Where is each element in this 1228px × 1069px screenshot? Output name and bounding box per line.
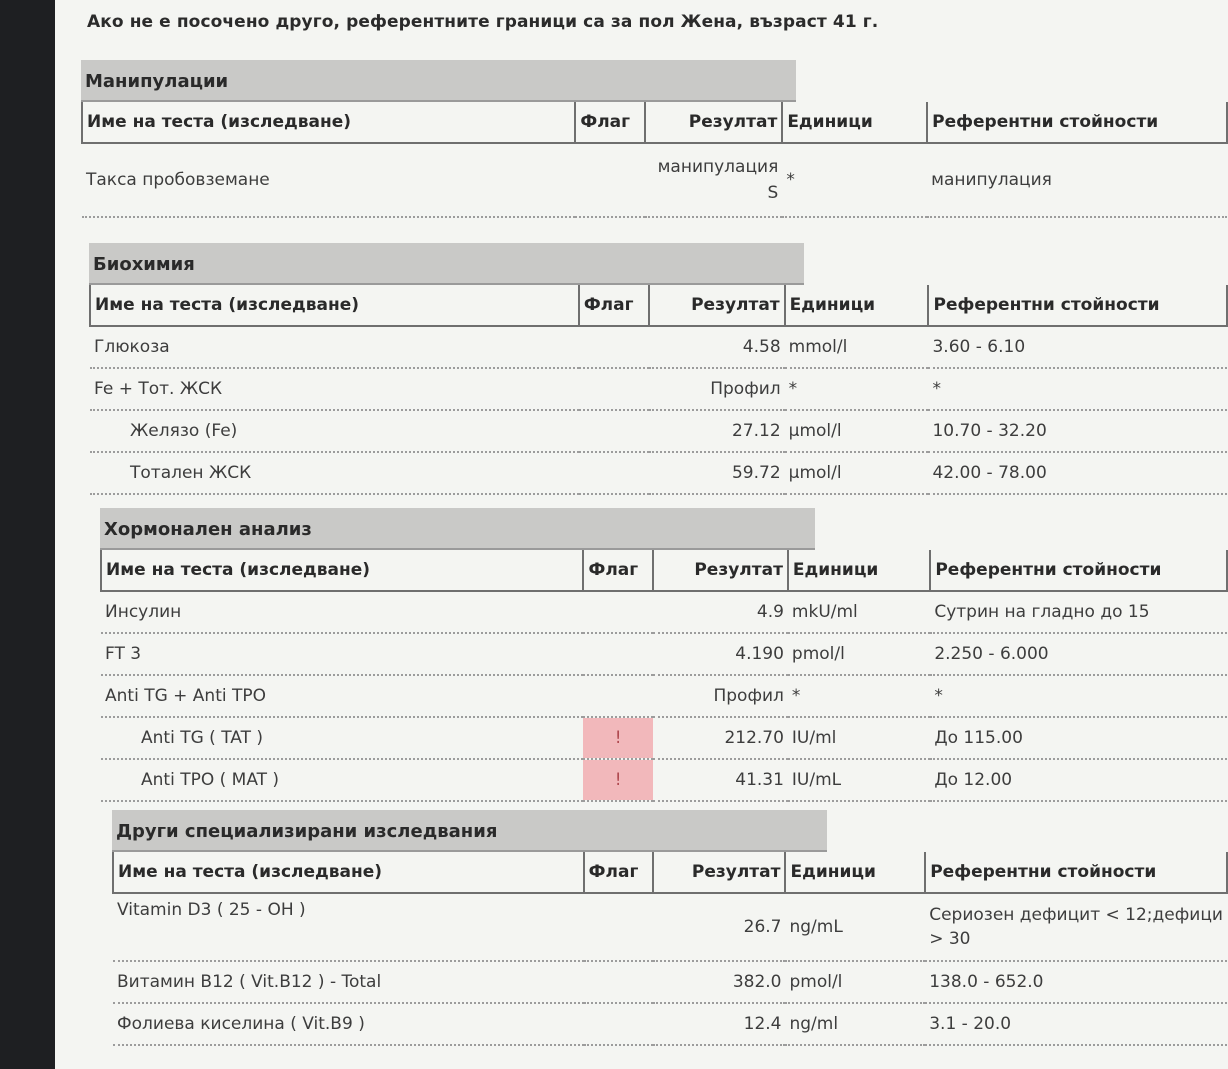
col-header-flag: Флаг [583,550,652,591]
test-result: 27.12 [649,410,785,452]
test-units: µmol/l [785,410,929,452]
table-header-row [101,550,1227,591]
test-name: FT 3 [101,633,583,675]
table-row [82,143,1227,217]
test-units: pmol/l [788,633,930,675]
test-result: 4.190 [653,633,788,675]
section-hormonal [100,508,1228,802]
test-flag [583,591,652,633]
col-header-reference: Референтни стойности [928,285,1227,326]
results-table [81,102,1228,218]
test-result: 212.70 [653,717,788,759]
section-manipulations [81,60,1228,218]
col-header-name: Име на теста (изследване) [101,550,583,591]
test-flag [579,410,649,452]
table-row [113,961,1227,1003]
col-header-units: Единици [785,285,929,326]
test-reference: 10.70 - 32.20 [928,410,1227,452]
test-flag [579,368,649,410]
test-flag [575,143,645,217]
test-reference: 3.60 - 6.10 [928,326,1227,368]
col-header-name: Име на теста (изследване) [90,285,579,326]
test-reference: До 12.00 [930,759,1227,801]
section-biochemistry [89,243,1228,495]
test-name: Fe + Тот. ЖСК [90,368,579,410]
test-units: IU/mL [788,759,930,801]
test-result: 41.31 [653,759,788,801]
test-units: * [782,143,927,217]
table-row [101,717,1227,759]
table-row [101,675,1227,717]
test-flag [584,893,653,961]
test-flag [579,326,649,368]
test-name: Тотален ЖСК [90,452,579,494]
high-flag-marker: ! [583,759,652,801]
test-name: Фолиева киселина ( Vit.B9 ) [113,1003,584,1045]
test-name: Желязо (Fe) [90,410,579,452]
col-header-reference: Референтни стойности [927,102,1227,143]
test-flag [584,1003,653,1045]
results-table [89,285,1228,495]
table-row [90,326,1227,368]
col-header-units: Единици [788,550,930,591]
table-row [101,633,1227,675]
results-table [112,852,1228,1046]
test-name: Глюкоза [90,326,579,368]
col-header-flag: Флаг [579,285,649,326]
table-row [90,410,1227,452]
section-title: Хормонален анализ [100,508,815,550]
test-flag [583,675,652,717]
test-units: µmol/l [785,452,929,494]
table-row [90,452,1227,494]
test-reference: Сутрин на гладно до 15 [930,591,1227,633]
test-reference [925,893,1227,961]
table-row [113,1003,1227,1045]
test-name: Такса пробовземане [82,143,575,217]
col-header-reference: Референтни стойности [925,852,1227,893]
test-units: mmol/l [785,326,929,368]
test-name: Vitamin D3 ( 25 - OH ) [113,893,584,961]
col-header-result: Резултат [653,550,788,591]
test-reference: 3.1 - 20.0 [925,1003,1227,1045]
test-reference: До 115.00 [930,717,1227,759]
test-reference: * [930,675,1227,717]
test-units: pmol/l [785,961,925,1003]
test-result: Профил [649,368,785,410]
table-row [101,759,1227,801]
col-header-result: Резултат [653,852,786,893]
test-name: Anti TG + Anti TPO [101,675,583,717]
col-header-name: Име на теста (изследване) [113,852,584,893]
test-units: ng/mL [785,893,925,961]
result-line-1: манипулация [657,157,779,177]
section-other-specialized [112,810,1228,1046]
test-units: ng/ml [785,1003,925,1045]
col-header-units: Единици [782,102,927,143]
test-name: Anti TG ( TAT ) [101,717,583,759]
reference-line-2: > 30 [929,929,971,949]
table-row [113,893,1227,961]
test-name: Витамин B12 ( Vit.B12 ) - Total [113,961,584,1003]
test-reference: 138.0 - 652.0 [925,961,1227,1003]
test-flag [579,452,649,494]
test-name: Anti TPO ( MAT ) [101,759,583,801]
test-result: 59.72 [649,452,785,494]
col-header-name: Име на теста (изследване) [82,102,575,143]
table-header-row [113,852,1227,893]
test-result: Профил [653,675,788,717]
col-header-flag: Флаг [575,102,645,143]
test-result: 4.58 [649,326,785,368]
col-header-result: Резултат [645,102,782,143]
test-units: mkU/ml [788,591,930,633]
section-title: Манипулации [81,60,796,102]
result-line-2: S [767,183,779,203]
test-units: IU/ml [788,717,930,759]
section-title: Биохимия [89,243,804,285]
test-result [645,143,782,217]
col-header-result: Резултат [649,285,785,326]
test-reference: * [928,368,1227,410]
test-reference: 42.00 - 78.00 [928,452,1227,494]
test-flag [583,633,652,675]
test-result: 4.9 [653,591,788,633]
test-result: 12.4 [653,1003,786,1045]
table-row [101,591,1227,633]
test-result: 382.0 [653,961,786,1003]
report-intro: Ако не е посочено друго, референтните граници са за пол Жена, възраст 41 г. [87,12,879,32]
test-units: * [788,675,930,717]
reference-line-1: Сериозен дефицит < 12;дефици [929,905,1223,925]
table-row [90,368,1227,410]
test-name: Инсулин [101,591,583,633]
test-reference: 2.250 - 6.000 [930,633,1227,675]
table-header-row [82,102,1227,143]
test-result: 26.7 [653,893,786,961]
col-header-flag: Флаг [584,852,653,893]
test-flag [584,961,653,1003]
test-units: * [785,368,929,410]
section-title: Други специализирани изследвания [112,810,827,852]
report-page [55,0,1228,1069]
table-header-row [90,285,1227,326]
high-flag-marker: ! [583,717,652,759]
col-header-units: Единици [785,852,925,893]
results-table [100,550,1228,802]
test-reference: манипулация [927,143,1227,217]
col-header-reference: Референтни стойности [930,550,1227,591]
